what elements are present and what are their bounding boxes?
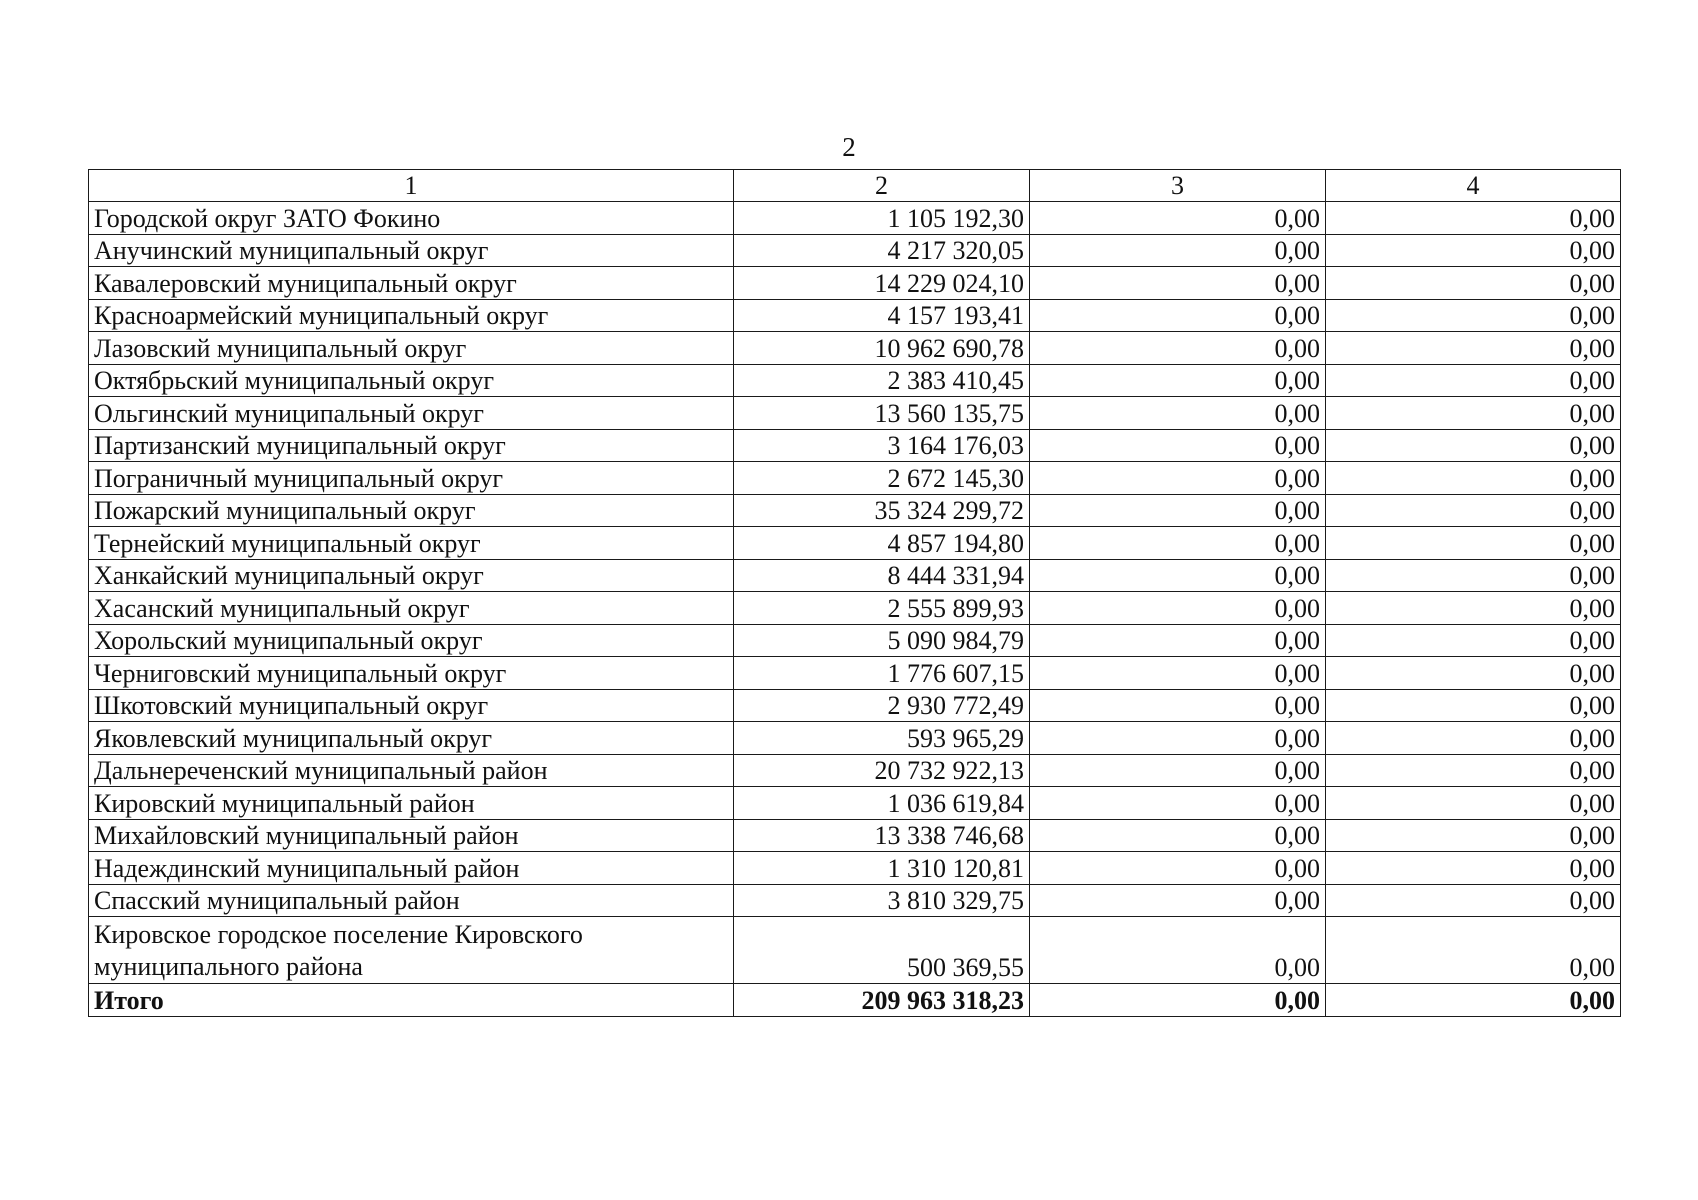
row-col3-cell: 0,00 — [1030, 754, 1326, 787]
row-col4-cell: 0,00 — [1326, 787, 1621, 820]
row-col3-cell: 0,00 — [1030, 884, 1326, 917]
row-col3-cell: 0,00 — [1030, 559, 1326, 592]
table-row — [89, 494, 1621, 527]
column-header-3: 3 — [1030, 170, 1326, 202]
row-amount-cell: 1 310 120,81 — [734, 852, 1030, 885]
row-amount-cell: 2 930 772,49 — [734, 689, 1030, 722]
row-amount-cell: 2 672 145,30 — [734, 462, 1030, 495]
row-col4-cell: 0,00 — [1326, 234, 1621, 267]
row-col4-cell: 0,00 — [1326, 917, 1621, 984]
row-col3-cell: 0,00 — [1030, 397, 1326, 430]
row-col3-cell: 0,00 — [1030, 689, 1326, 722]
table-row — [89, 917, 1621, 984]
row-col4-cell: 0,00 — [1326, 819, 1621, 852]
row-name-cell: Октябрьский муниципальный округ — [89, 364, 734, 397]
row-col4-cell: 0,00 — [1326, 852, 1621, 885]
row-amount-cell: 3 164 176,03 — [734, 429, 1030, 462]
table-row — [89, 397, 1621, 430]
row-name-cell: Анучинский муниципальный округ — [89, 234, 734, 267]
row-col3-cell: 0,00 — [1030, 624, 1326, 657]
column-header-4: 4 — [1326, 170, 1621, 202]
row-col3-cell: 0,00 — [1030, 332, 1326, 365]
row-amount-cell: 1 036 619,84 — [734, 787, 1030, 820]
table-row — [89, 657, 1621, 690]
row-amount-cell: 2 555 899,93 — [734, 592, 1030, 625]
row-name-cell: Хорольский муниципальный округ — [89, 624, 734, 657]
row-col4-cell: 0,00 — [1326, 494, 1621, 527]
table-row — [89, 592, 1621, 625]
table-row — [89, 267, 1621, 300]
table-row — [89, 689, 1621, 722]
row-name-cell: Надеждинский муниципальный район — [89, 852, 734, 885]
total-col3-cell: 0,00 — [1030, 984, 1326, 1017]
row-name-cell: Яковлевский муниципальный округ — [89, 722, 734, 755]
row-col3-cell: 0,00 — [1030, 364, 1326, 397]
row-col3-cell: 0,00 — [1030, 234, 1326, 267]
row-amount-cell: 3 810 329,75 — [734, 884, 1030, 917]
row-col3-cell: 0,00 — [1030, 819, 1326, 852]
row-name-cell: Кировское городское поселение Кировского муниципального района — [89, 917, 734, 984]
table-row — [89, 754, 1621, 787]
table-row — [89, 787, 1621, 820]
row-amount-cell: 13 560 135,75 — [734, 397, 1030, 430]
row-amount-cell: 13 338 746,68 — [734, 819, 1030, 852]
row-name-cell: Партизанский муниципальный округ — [89, 429, 734, 462]
row-col3-cell: 0,00 — [1030, 787, 1326, 820]
row-amount-cell: 4 857 194,80 — [734, 527, 1030, 560]
row-name-cell: Кавалеровский муниципальный округ — [89, 267, 734, 300]
row-amount-cell: 1 105 192,30 — [734, 202, 1030, 235]
row-name-cell: Хасанский муниципальный округ — [89, 592, 734, 625]
row-col3-cell: 0,00 — [1030, 917, 1326, 984]
row-col3-cell: 0,00 — [1030, 852, 1326, 885]
column-header-1: 1 — [89, 170, 734, 202]
row-amount-cell: 2 383 410,45 — [734, 364, 1030, 397]
table-row — [89, 624, 1621, 657]
row-col3-cell: 0,00 — [1030, 592, 1326, 625]
row-col3-cell: 0,00 — [1030, 202, 1326, 235]
row-amount-cell: 20 732 922,13 — [734, 754, 1030, 787]
row-name-cell: Кировский муниципальный район — [89, 787, 734, 820]
row-name-cell: Лазовский муниципальный округ — [89, 332, 734, 365]
table-row — [89, 884, 1621, 917]
table-row — [89, 527, 1621, 560]
table-row — [89, 559, 1621, 592]
row-amount-cell: 1 776 607,15 — [734, 657, 1030, 690]
row-name-cell: Городской округ ЗАТО Фокино — [89, 202, 734, 235]
row-col3-cell: 0,00 — [1030, 267, 1326, 300]
row-col4-cell: 0,00 — [1326, 364, 1621, 397]
row-col4-cell: 0,00 — [1326, 202, 1621, 235]
row-col4-cell: 0,00 — [1326, 592, 1621, 625]
column-header-2: 2 — [734, 170, 1030, 202]
row-name-cell: Тернейский муниципальный округ — [89, 527, 734, 560]
total-amount-cell: 209 963 318,23 — [734, 984, 1030, 1017]
row-col4-cell: 0,00 — [1326, 624, 1621, 657]
row-amount-cell: 5 090 984,79 — [734, 624, 1030, 657]
row-name-cell: Михайловский муниципальный район — [89, 819, 734, 852]
row-col4-cell: 0,00 — [1326, 559, 1621, 592]
row-name-cell: Шкотовский муниципальный округ — [89, 689, 734, 722]
row-amount-cell: 4 217 320,05 — [734, 234, 1030, 267]
row-amount-cell: 35 324 299,72 — [734, 494, 1030, 527]
row-col3-cell: 0,00 — [1030, 299, 1326, 332]
table-row — [89, 429, 1621, 462]
row-name-cell: Спасский муниципальный район — [89, 884, 734, 917]
row-col4-cell: 0,00 — [1326, 754, 1621, 787]
row-col4-cell: 0,00 — [1326, 267, 1621, 300]
row-name-cell: Ханкайский муниципальный округ — [89, 559, 734, 592]
row-col4-cell: 0,00 — [1326, 299, 1621, 332]
row-col4-cell: 0,00 — [1326, 332, 1621, 365]
row-amount-cell: 500 369,55 — [734, 917, 1030, 984]
row-col3-cell: 0,00 — [1030, 462, 1326, 495]
row-name-cell: Пограничный муниципальный округ — [89, 462, 734, 495]
row-name-cell: Красноармейский муниципальный округ — [89, 299, 734, 332]
table-row — [89, 299, 1621, 332]
row-col3-cell: 0,00 — [1030, 527, 1326, 560]
row-col4-cell: 0,00 — [1326, 397, 1621, 430]
row-col4-cell: 0,00 — [1326, 722, 1621, 755]
table-row — [89, 364, 1621, 397]
row-col3-cell: 0,00 — [1030, 494, 1326, 527]
table-row — [89, 332, 1621, 365]
row-name-cell: Дальнереченский муниципальный район — [89, 754, 734, 787]
row-name-cell: Пожарский муниципальный округ — [89, 494, 734, 527]
page-number: 2 — [842, 132, 856, 162]
row-amount-cell: 14 229 024,10 — [734, 267, 1030, 300]
row-col4-cell: 0,00 — [1326, 429, 1621, 462]
row-col4-cell: 0,00 — [1326, 884, 1621, 917]
table-row — [89, 819, 1621, 852]
total-row — [89, 984, 1621, 1017]
total-label-cell: Итого — [89, 984, 734, 1017]
row-amount-cell: 8 444 331,94 — [734, 559, 1030, 592]
row-col3-cell: 0,00 — [1030, 657, 1326, 690]
row-col3-cell: 0,00 — [1030, 429, 1326, 462]
row-col3-cell: 0,00 — [1030, 722, 1326, 755]
row-name-cell: Черниговский муниципальный округ — [89, 657, 734, 690]
total-col4-cell: 0,00 — [1326, 984, 1621, 1017]
row-col4-cell: 0,00 — [1326, 657, 1621, 690]
row-col4-cell: 0,00 — [1326, 462, 1621, 495]
table-row — [89, 202, 1621, 235]
table-row — [89, 852, 1621, 885]
row-amount-cell: 593 965,29 — [734, 722, 1030, 755]
table-row — [89, 234, 1621, 267]
table-header-row — [89, 170, 1621, 202]
row-col4-cell: 0,00 — [1326, 527, 1621, 560]
table-row — [89, 722, 1621, 755]
row-amount-cell: 4 157 193,41 — [734, 299, 1030, 332]
row-amount-cell: 10 962 690,78 — [734, 332, 1030, 365]
data-table — [88, 169, 1621, 1017]
table-row — [89, 462, 1621, 495]
row-col4-cell: 0,00 — [1326, 689, 1621, 722]
row-name-cell: Ольгинский муниципальный округ — [89, 397, 734, 430]
